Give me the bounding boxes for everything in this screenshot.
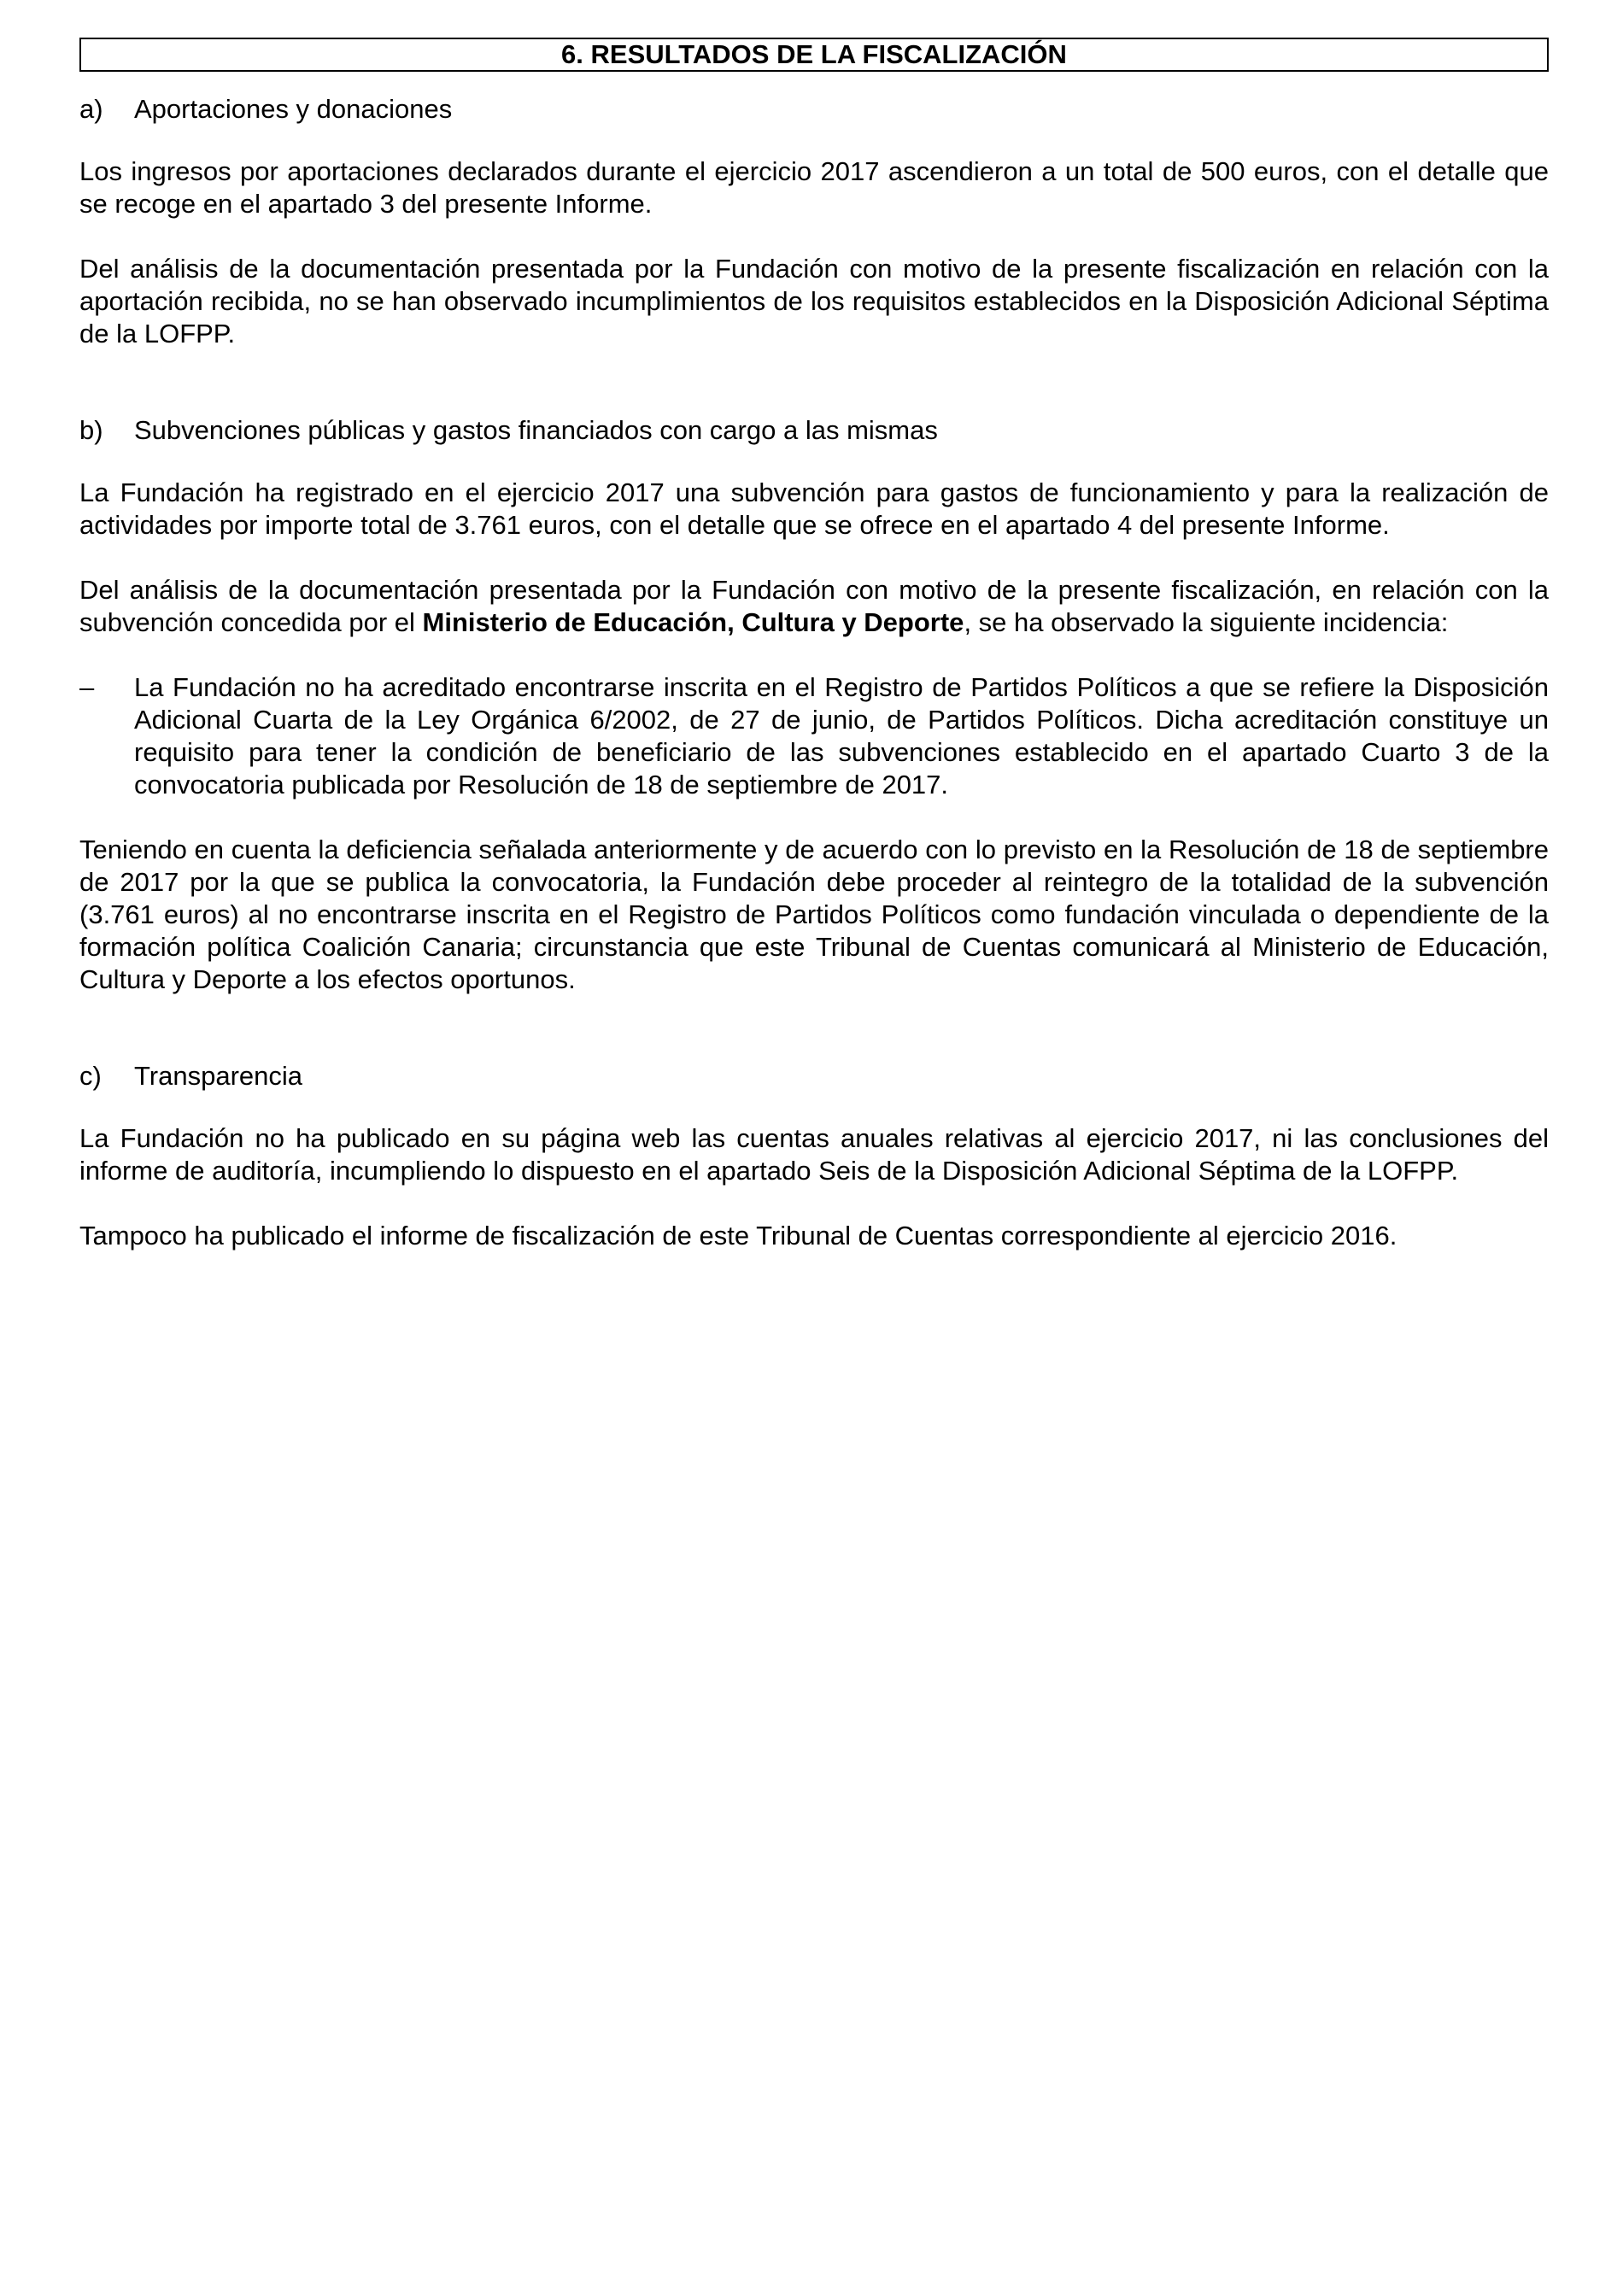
heading-aportaciones [79, 92, 1549, 126]
section-title: 6. RESULTADOS DE LA FISCALIZACIÓN [79, 38, 1549, 72]
paragraph-aportaciones-analisis: Del análisis de la documentación presentada por la Fundación con motivo de la presente fiscalización en relación con la aportación recibida, no se han observado incumplimientos de los requisitos establecidos en la Disposición Adicional Séptima de la LOFPP. [79, 254, 1549, 348]
ministerio-name: Ministerio de Educación, Cultura y Deporte [422, 607, 964, 637]
heading-text: Transparencia [134, 1061, 303, 1091]
heading-text: Aportaciones y donaciones [134, 94, 453, 124]
heading-text: Subvenciones públicas y gastos financiados con cargo a las mismas [134, 415, 938, 445]
bullet-dash: – [79, 672, 95, 702]
heading-letter: b) [79, 415, 103, 445]
paragraph-transparencia-informe: Tampoco ha publicado el informe de fiscalización de este Tribunal de Cuentas correspondiente al ejercicio 2016. [79, 1221, 1397, 1250]
paragraph-subvenciones-registro: La Fundación ha registrado en el ejercicio 2017 una subvención para gastos de funcionamiento y para la realización de actividades por importe total de 3.761 euros, con el detalle que se ofrece en el apartado 4 del presente Informe. [79, 477, 1549, 540]
bullet-text: La Fundación no ha acreditado encontrarse inscrita en el Registro de Partidos Políticos a que se refiere la Disposición Adicional Cuarta de la Ley Orgánica 6/2002, de 27 de junio, de Partidos Políticos. Dicha acreditación constituye un requisito para tener la condición de beneficiario de las subvenciones establecido en el apartado Cuarto 3 de la convocatoria publicada por Resolución de 18 de septiembre de 2017. [134, 672, 1549, 800]
paragraph-subvenciones-analisis [79, 574, 1549, 639]
heading-subvenciones [79, 413, 1549, 448]
incidencia-bullet [79, 671, 1549, 801]
paragraph-reintegro: Teniendo en cuenta la deficiencia señalada anteriormente y de acuerdo con lo previsto en la Resolución de 18 de septiembre de 2017 por la que se publica la convocatoria, la Fundación debe proceder al reintegro de la totalidad de la subvención (3.761 euros) al no encontrarse inscrita en el Registro de Partidos Políticos como fundación vinculada o dependiente de la formación política Coalición Canaria; circunstancia que este Tribunal de Cuentas comunicará al Ministerio de Educación, Cultura y Deporte a los efectos oportunos. [79, 835, 1549, 994]
paragraph-aportaciones-ingresos: Los ingresos por aportaciones declarados durante el ejercicio 2017 ascendieron a un total de 500 euros, con el detalle que se recoge en el apartado 3 del presente Informe. [79, 156, 1549, 219]
document-page [79, 38, 1549, 1252]
analisis-text-start: Del análisis de la documentación presentada por la Fundación con motivo de la presente fiscalización, en relación con la subvención concedida por el [79, 575, 1549, 637]
heading-transparencia [79, 1059, 1549, 1093]
heading-letter: c) [79, 1061, 102, 1091]
analisis-text-end: , se ha observado la siguiente incidencia: [964, 607, 1449, 637]
heading-letter: a) [79, 94, 103, 124]
paragraph-transparencia-web: La Fundación no ha publicado en su página web las cuentas anuales relativas al ejercicio 2017, ni las conclusiones del informe de auditoría, incumpliendo lo dispuesto en el apartado Seis de la Disposición Adicional Séptima de la LOFPP. [79, 1123, 1549, 1186]
